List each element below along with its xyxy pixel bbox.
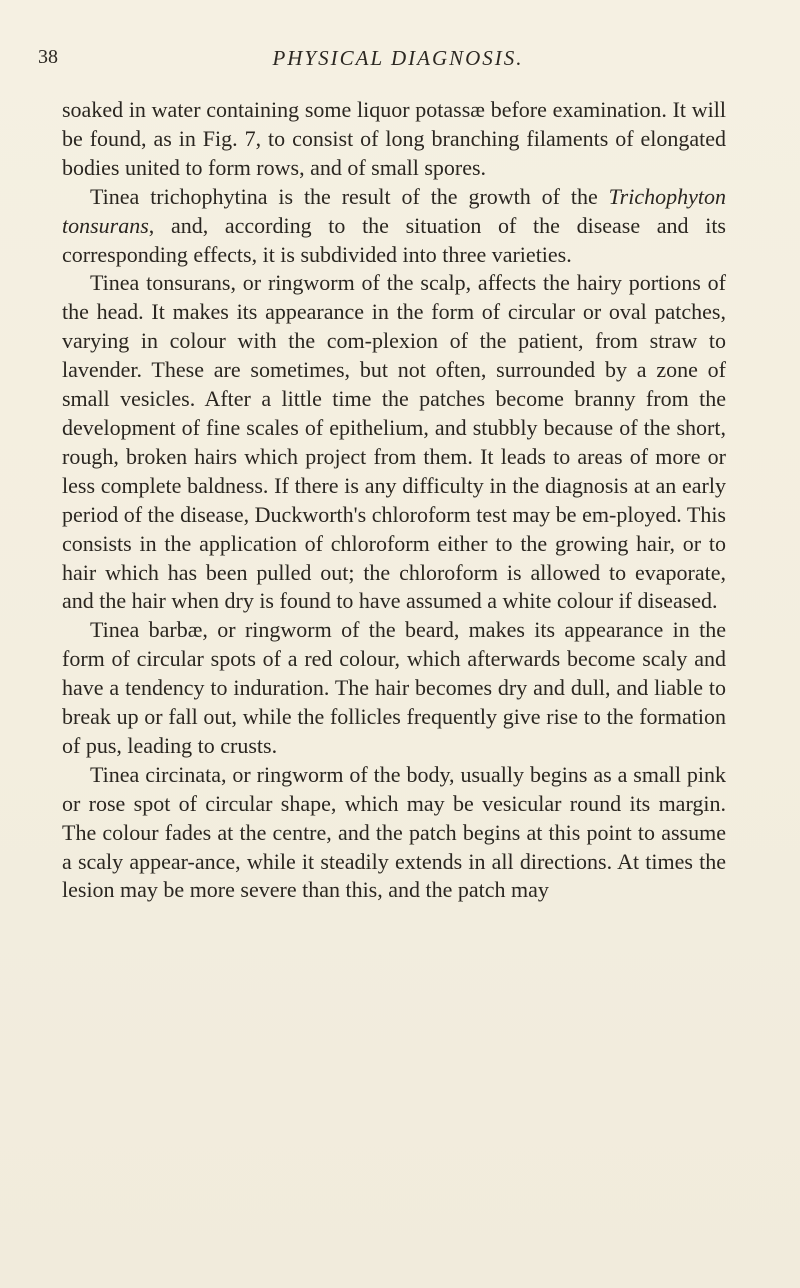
- italic-species-name: Trichophyton tonsurans: [62, 183, 726, 238]
- paragraph-continuation: soaked in water containing some liquor potassæ before examination. It will be found, as in Fig. 7, to consist of long branching filaments of elongated bodies united to form rows, and of small spores.: [62, 97, 726, 180]
- paragraph-tinea-trichophytina: [62, 183, 726, 270]
- paragraph-tinea-barbae: Tinea barbæ, or ringworm of the beard, makes its appearance in the form of circular spots of a red colour, which afterwards become scaly and have a tendency to induration. The hair becomes dry and dull, and liable to break up or fall out, while the follicles frequently give rise to the formation of pus, leading to crusts.: [62, 617, 726, 758]
- body-text: [62, 96, 726, 905]
- paragraph-lead-text: Tinea trichophytina is the result of the growth of the: [90, 183, 609, 209]
- paragraph-rest-text: , and, according to the situation of the disease and its corresponding effects, it is subdivided into three varieties.: [62, 212, 726, 267]
- paragraph-tinea-circinata: Tinea circinata, or ringworm of the body, usually begins as a small pink or rose spot of circular shape, which may be vesicular round its margin. The colour fades at the centre, and the patch begins at this point to assume a scaly appear-ance, while it steadily extends in all directions. At times the lesion may be more severe than this, and the patch may: [62, 761, 726, 903]
- page-number: 38: [38, 46, 58, 68]
- running-title: PHYSICAL DIAGNOSIS.: [272, 46, 524, 70]
- page-header: [38, 46, 758, 78]
- paragraph-tinea-tonsurans: Tinea tonsurans, or ringworm of the scalp, affects the hairy portions of the head. It makes its appearance in the form of circular or oval patches, varying in colour with the com-plexion of the patient, from straw to lavender. These are sometimes, but not often, surrounded by a zone of small vesicles. After a little time the patches become branny from the development of fine scales of epithelium, and stubbly because of the short, rough, broken hairs which project from them. It leads to areas of more or less complete baldness. If there is any difficulty in the diagnosis at an early period of the disease, Duckworth's chloroform test may be em-ployed. This consists in the application of chloroform either to the growing hair, or to hair which has been pulled out; the chloroform is allowed to evaporate, and the hair when dry is found to have assumed a white colour if diseased.: [62, 270, 726, 614]
